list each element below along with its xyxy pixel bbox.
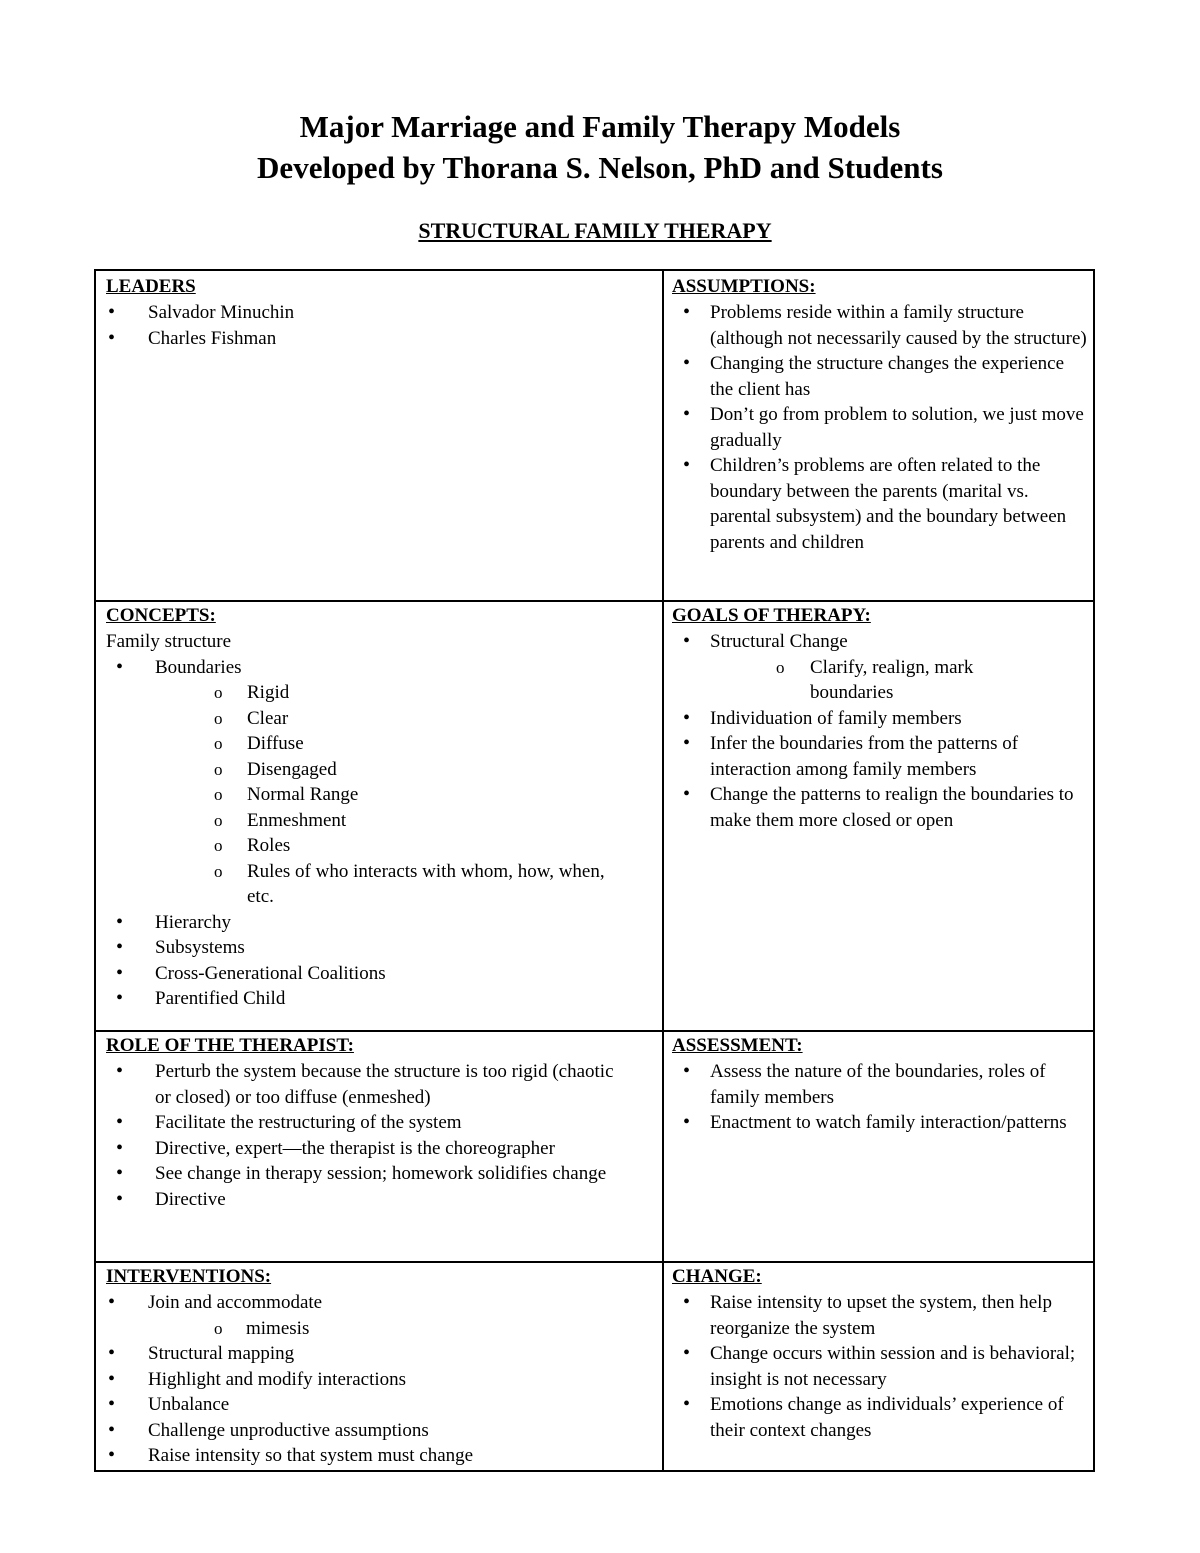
list-item: • Parentified Child: [106, 986, 656, 1012]
list-item: • Directive, expert—the therapist is the choreographer: [106, 1136, 626, 1162]
document-title: Major Marriage and Family Therapy Models: [299, 109, 901, 144]
list-item: [106, 655, 656, 910]
list-item: • Perturb the system because the structure is too rigid (chaotic or closed) or too diffuse (enmeshed): [106, 1059, 626, 1110]
list-item: • Hierarchy: [106, 910, 656, 936]
sub-list-item: o Clear: [106, 706, 656, 732]
change-cell: [672, 1264, 1088, 1443]
sub-list-item: o Normal Range: [106, 782, 656, 808]
concepts-intro: Family structure: [106, 631, 232, 652]
list-item: • Enactment to watch family interaction/patterns: [672, 1110, 1088, 1136]
list-item: • Salvador Minuchin: [106, 300, 656, 326]
sub-list-item: o Roles: [106, 833, 656, 859]
concepts-heading: CONCEPTS:: [106, 605, 216, 626]
interventions-cell: [106, 1264, 656, 1469]
list-item: • Don’t go from problem to solution, we just move gradually: [672, 402, 1088, 453]
interventions-item-label: Join and accommodate: [148, 1292, 323, 1313]
row-divider: [96, 1030, 1093, 1032]
assessment-cell: [672, 1033, 1088, 1136]
row-divider: [96, 1261, 1093, 1263]
list-item: • Change the patterns to realign the boundaries to make them more closed or open: [672, 782, 1088, 833]
sub-list-item: o Rigid: [106, 680, 656, 706]
goals-heading: GOALS OF THERAPY:: [672, 605, 871, 626]
column-divider: [662, 271, 664, 1470]
list-item: • Directive: [106, 1187, 626, 1213]
boundaries-sublist: [106, 680, 656, 910]
list-item: • Charles Fishman: [106, 326, 656, 352]
sub-list-item: o Enmeshment: [106, 808, 656, 834]
role-list: [106, 1059, 626, 1212]
sub-list-item: o Disengaged: [106, 757, 656, 783]
sub-list-item: o Rules of who interacts with whom, how, when, etc.: [106, 859, 607, 910]
model-table: [94, 269, 1095, 1472]
list-item: • Cross-Generational Coalitions: [106, 961, 656, 987]
sub-list-item: o Clarify, realign, mark boundaries: [672, 655, 1010, 706]
list-item: • Subsystems: [106, 935, 656, 961]
interventions-heading: INTERVENTIONS:: [106, 1266, 272, 1287]
list-item: • Children’s problems are often related to the boundary between the parents (marital vs. parental subsystem) and the boundary between parents and children: [672, 453, 1088, 555]
assessment-list: [672, 1059, 1088, 1136]
list-item: • Changing the structure changes the experience the client has: [672, 351, 1088, 402]
interventions-sublist: [106, 1316, 656, 1342]
assumptions-cell: [672, 274, 1088, 555]
sub-list-item: o Diffuse: [106, 731, 656, 757]
list-item: • Challenge unproductive assumptions: [106, 1418, 656, 1444]
list-item: • Facilitate the restructuring of the system: [106, 1110, 626, 1136]
leaders-heading: LEADERS: [106, 276, 196, 297]
list-item: [106, 1290, 656, 1341]
leaders-cell: [106, 274, 656, 351]
goals-item-label: Structural Change: [710, 631, 848, 652]
row-divider: [96, 600, 1093, 602]
concepts-cell: [106, 603, 656, 1012]
sub-list-item: o mimesis: [106, 1316, 656, 1342]
goals-cell: [672, 603, 1088, 833]
goals-list: [672, 629, 1088, 833]
document-subtitle: Developed by Thorana S. Nelson, PhD and Students: [257, 150, 943, 185]
list-item: • Problems reside within a family structure (although not necessarily caused by the structure): [672, 300, 1088, 351]
list-item: • Structural mapping: [106, 1341, 656, 1367]
list-item: • Emotions change as individuals’ experience of their context changes: [672, 1392, 1088, 1443]
concepts-list: [106, 655, 656, 1012]
list-item: • Raise intensity so that system must change: [106, 1443, 656, 1469]
list-item: • Change occurs within session and is behavioral; insight is not necessary: [672, 1341, 1088, 1392]
role-cell: [106, 1033, 656, 1212]
change-list: [672, 1290, 1088, 1443]
interventions-list: [106, 1290, 656, 1469]
list-item: • See change in therapy session; homework solidifies change: [106, 1161, 626, 1187]
leaders-list: [106, 300, 656, 351]
section-heading: STRUCTURAL FAMILY THERAPY: [418, 218, 772, 243]
assessment-heading: ASSESSMENT:: [672, 1035, 803, 1056]
list-item: [672, 629, 1088, 706]
role-heading: ROLE OF THE THERAPIST:: [106, 1035, 354, 1056]
assumptions-heading: ASSUMPTIONS:: [672, 276, 816, 297]
goals-sublist: [672, 655, 1088, 706]
list-item: • Infer the boundaries from the patterns of interaction among family members: [672, 731, 1088, 782]
list-item: • Assess the nature of the boundaries, roles of family members: [672, 1059, 1088, 1110]
list-item: • Individuation of family members: [672, 706, 1088, 732]
list-item: • Highlight and modify interactions: [106, 1367, 656, 1393]
list-item: • Unbalance: [106, 1392, 656, 1418]
list-item: • Raise intensity to upset the system, then help reorganize the system: [672, 1290, 1088, 1341]
boundaries-label: Boundaries: [155, 656, 242, 678]
change-heading: CHANGE:: [672, 1266, 762, 1287]
assumptions-list: [672, 300, 1088, 555]
